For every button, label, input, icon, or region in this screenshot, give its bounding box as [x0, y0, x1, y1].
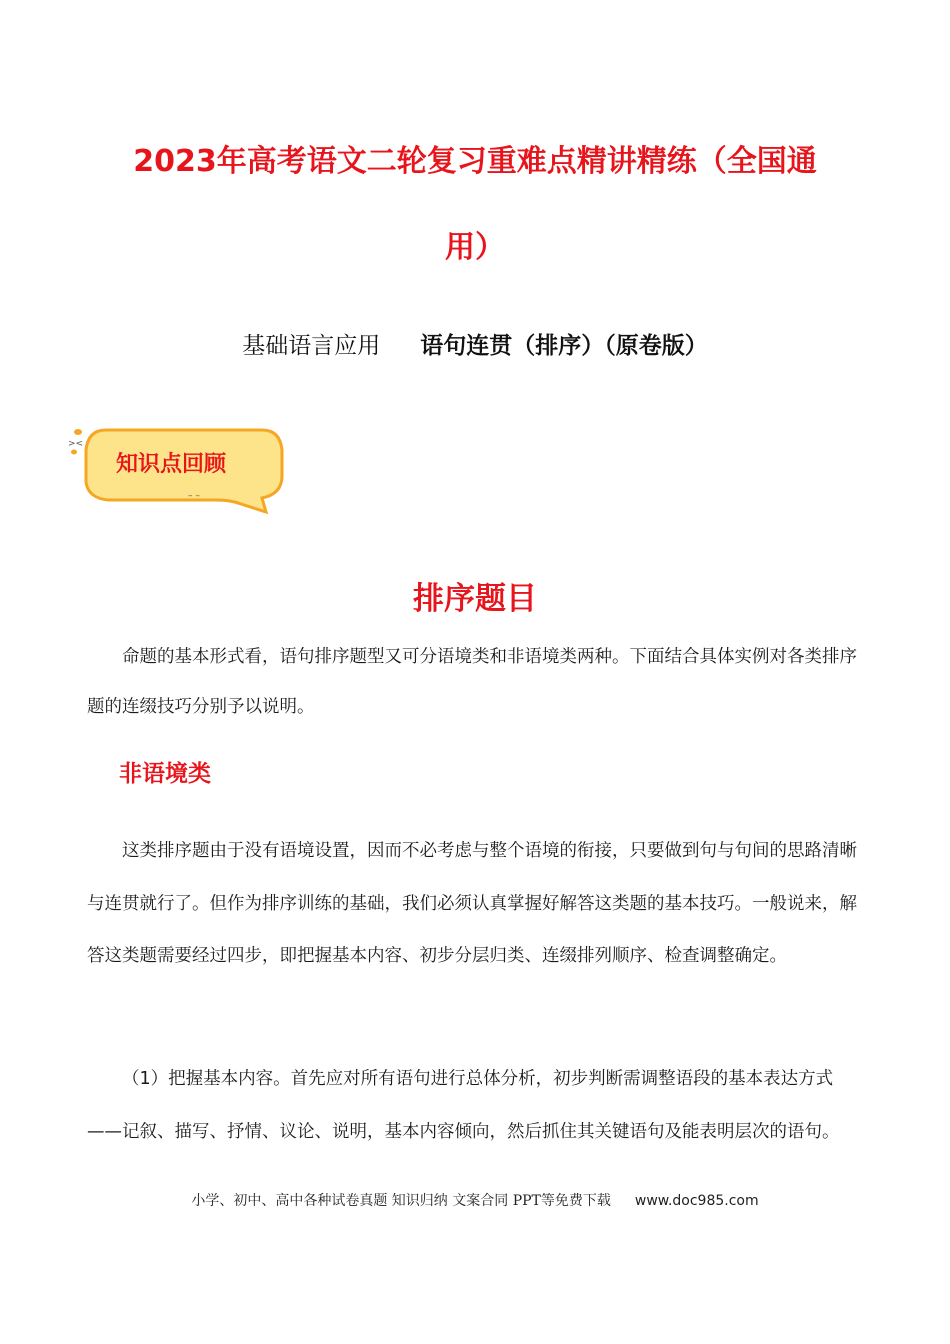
section-title: 排序题目 [413, 581, 537, 617]
svg-text:><: >< [68, 439, 84, 449]
badge-label: 知识点回顾 [116, 452, 227, 477]
page-footer [0, 1190, 950, 1212]
document-subtitle [0, 328, 950, 364]
body-paragraph-1 [87, 825, 867, 983]
document-title-line-1: 2023年高考语文二轮复习重难点精讲精练（全国通 [133, 144, 817, 179]
body-paragraph-2-text: （1）把握基本内容。首先应对所有语句进行总体分析，初步判断需调整语段的基本表达方式——记叙、描写、抒情、议论、说明，基本内容倾向，然后抓住其关键语句及能表明层次的语句。 [87, 1069, 840, 1142]
intro-paragraph [87, 632, 867, 732]
knowledge-review-badge [66, 420, 296, 516]
subtitle-category: 基础语言应用 [242, 333, 381, 359]
footer-url[interactable]: www.doc985.com [634, 1193, 759, 1209]
body-paragraph-2 [87, 1053, 867, 1158]
footer-text: 小学、初中、高中各种试卷真题 知识归纳 文案合同 PPT等免费下载 [191, 1193, 611, 1209]
intro-paragraph-text: 命题的基本形式看，语句排序题型又可分语境类和非语境类两种。下面结合具体实例对各类排序题的连缀技巧分别予以说明。 [87, 647, 857, 717]
document-title-line-2: 用） [445, 230, 505, 265]
subtitle-topic: 语句连贯（排序）（原卷版） [420, 333, 708, 359]
body-paragraph-1-text: 这类排序题由于没有语境设置，因而不必考虑与整个语境的衔接，只要做到句与句间的思路清晰与连贯就行了。但作为排序训练的基础，我们必须认真掌握好解答这类题的基本技巧。一般说来，解答这类题需要经过四步，即把握基本内容、初步分层归类、连缀排列顺序、检查调整确定。 [87, 841, 857, 966]
sub-section-title: 非语境类 [119, 761, 211, 787]
svg-text:– –: – – [188, 491, 200, 501]
